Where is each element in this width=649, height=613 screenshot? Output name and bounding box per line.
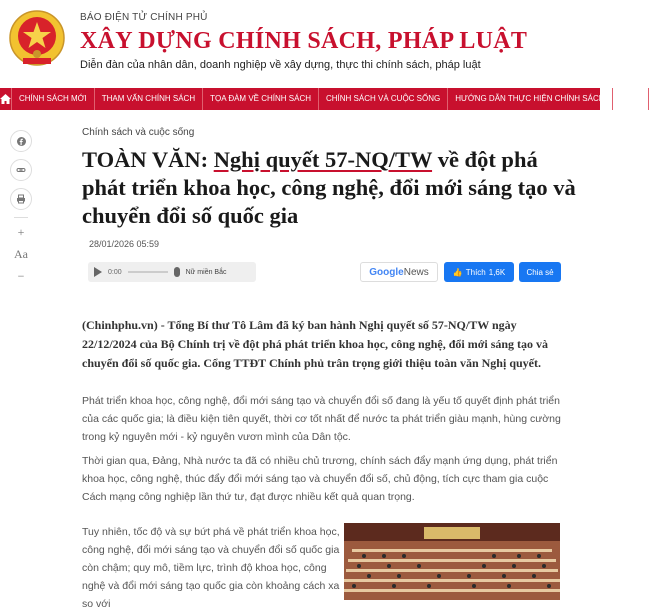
nav-item-implementation-guide[interactable]: HƯỚNG DẪN THỰC HIỆN CHÍNH SÁCH (448, 88, 612, 110)
article-category[interactable]: Chính sách và cuộc sống (82, 127, 195, 138)
masthead (0, 0, 600, 84)
article-paragraph: Tuy nhiên, tốc độ và sự bứt phá về phát triển khoa học, công nghệ, đổi mới sáng tạo và chuyển đổi số quốc gia còn chậm; quy mô, tiềm lực, trình độ khoa học, công nghệ và đổi mới sáng tạo quốc gia còn khoảng cách xa so với (82, 526, 340, 610)
main-navigation (0, 88, 641, 110)
thumbs-up-icon: 👍 (452, 267, 463, 277)
site-title[interactable]: XÂY DỰNG CHÍNH SÁCH, PHÁP LUẬT (80, 28, 528, 54)
nav-item-policy-and-life[interactable]: CHÍNH SÁCH VÀ CUỘC SỐNG (319, 88, 448, 110)
zoom-in-icon[interactable]: + (17, 225, 25, 239)
audio-progress-track[interactable] (128, 271, 168, 273)
site-tagline: Diễn đàn của nhân dân, doanh nghiệp về xây dựng, thực thi chính sách, pháp luật (80, 59, 481, 71)
audio-time: 0:00 (108, 268, 122, 276)
headline-highlight: Nghị quyết 57-NQ/TW (213, 147, 433, 172)
google-news-label: News (403, 266, 429, 278)
facebook-share-button[interactable]: Chia sẻ (519, 262, 561, 282)
rail-divider (14, 217, 28, 218)
voice-select[interactable]: Nữ miền Bắc (185, 268, 227, 276)
audio-player (88, 262, 256, 282)
nav-item-more[interactable]: PHÁT (613, 88, 649, 110)
font-size-icon[interactable]: Aa (14, 247, 28, 261)
publisher-name: BÁO ĐIỆN TỬ CHÍNH PHỦ (80, 12, 208, 23)
home-icon[interactable] (0, 88, 12, 110)
print-icon[interactable] (10, 188, 32, 210)
article-paragraph: Phát triển khoa học, công nghệ, đổi mới sáng tạo và chuyển đổi số đang là yếu tố quyết định phát triển của các quốc gia; là điều kiện tiên quyết, thời cơ tốt nhất để nước ta phát triển giàu mạnh, hùng cường trong kỷ nguyên mới - kỷ nguyên vươn mình của Dân tộc. (82, 395, 561, 443)
article-photo[interactable] (344, 523, 560, 600)
zoom-out-icon[interactable]: − (17, 269, 25, 283)
facebook-like-button[interactable] (444, 262, 514, 282)
publish-date: 28/01/2026 05:59 (89, 239, 160, 249)
play-icon[interactable] (94, 267, 102, 277)
like-label: Thích (465, 267, 486, 277)
copy-link-icon[interactable] (10, 159, 32, 181)
national-emblem-icon[interactable] (6, 8, 68, 74)
share-rail (8, 130, 34, 284)
article-paragraph: Thời gian qua, Đảng, Nhà nước ta đã có nhiều chủ trương, chính sách đẩy mạnh ứng dụng, phát triển khoa học, công nghệ, thúc đẩy đổi mới sáng tạo và chuyển đổi số, chủ động, tích cực tham gia cuộc Cách mạng công nghiệp lần thứ tư, đạt được nhiều kết quả quan trọng. (82, 455, 558, 503)
nav-item-policy-consultation[interactable]: THAM VẤN CHÍNH SÁCH (95, 88, 203, 110)
like-count: 1,6K (488, 267, 506, 277)
nav-item-policy-forum[interactable]: TỌA ĐÀM VỀ CHÍNH SÁCH (203, 88, 319, 110)
microphone-icon (174, 267, 180, 277)
google-news-brand: Google (369, 266, 404, 278)
article-headline (82, 146, 582, 230)
article-lead: (Chinhphu.vn) - Tổng Bí thư Tô Lâm đã ký ban hành Nghị quyết số 57-NQ/TW ngày 22/12/2024 của Bộ Chính trị về đột phá phát triển khoa học, công nghệ, đổi mới sáng tạo và chuyển đổi số quốc gia. Cổng TTĐT Chính phủ trân trọng giới thiệu toàn văn Nghị quyết. (82, 318, 549, 370)
nav-item-new-policy[interactable]: CHÍNH SÁCH MỚI (12, 88, 95, 110)
headline-prefix: TOÀN VĂN: (82, 147, 214, 172)
headline-rest: về đột phá phát triển khoa học, công nghệ, đổi mới sáng tạo và chuyển đổi số quốc gia (82, 147, 576, 228)
google-news-button[interactable] (360, 262, 438, 282)
facebook-icon[interactable] (10, 130, 32, 152)
